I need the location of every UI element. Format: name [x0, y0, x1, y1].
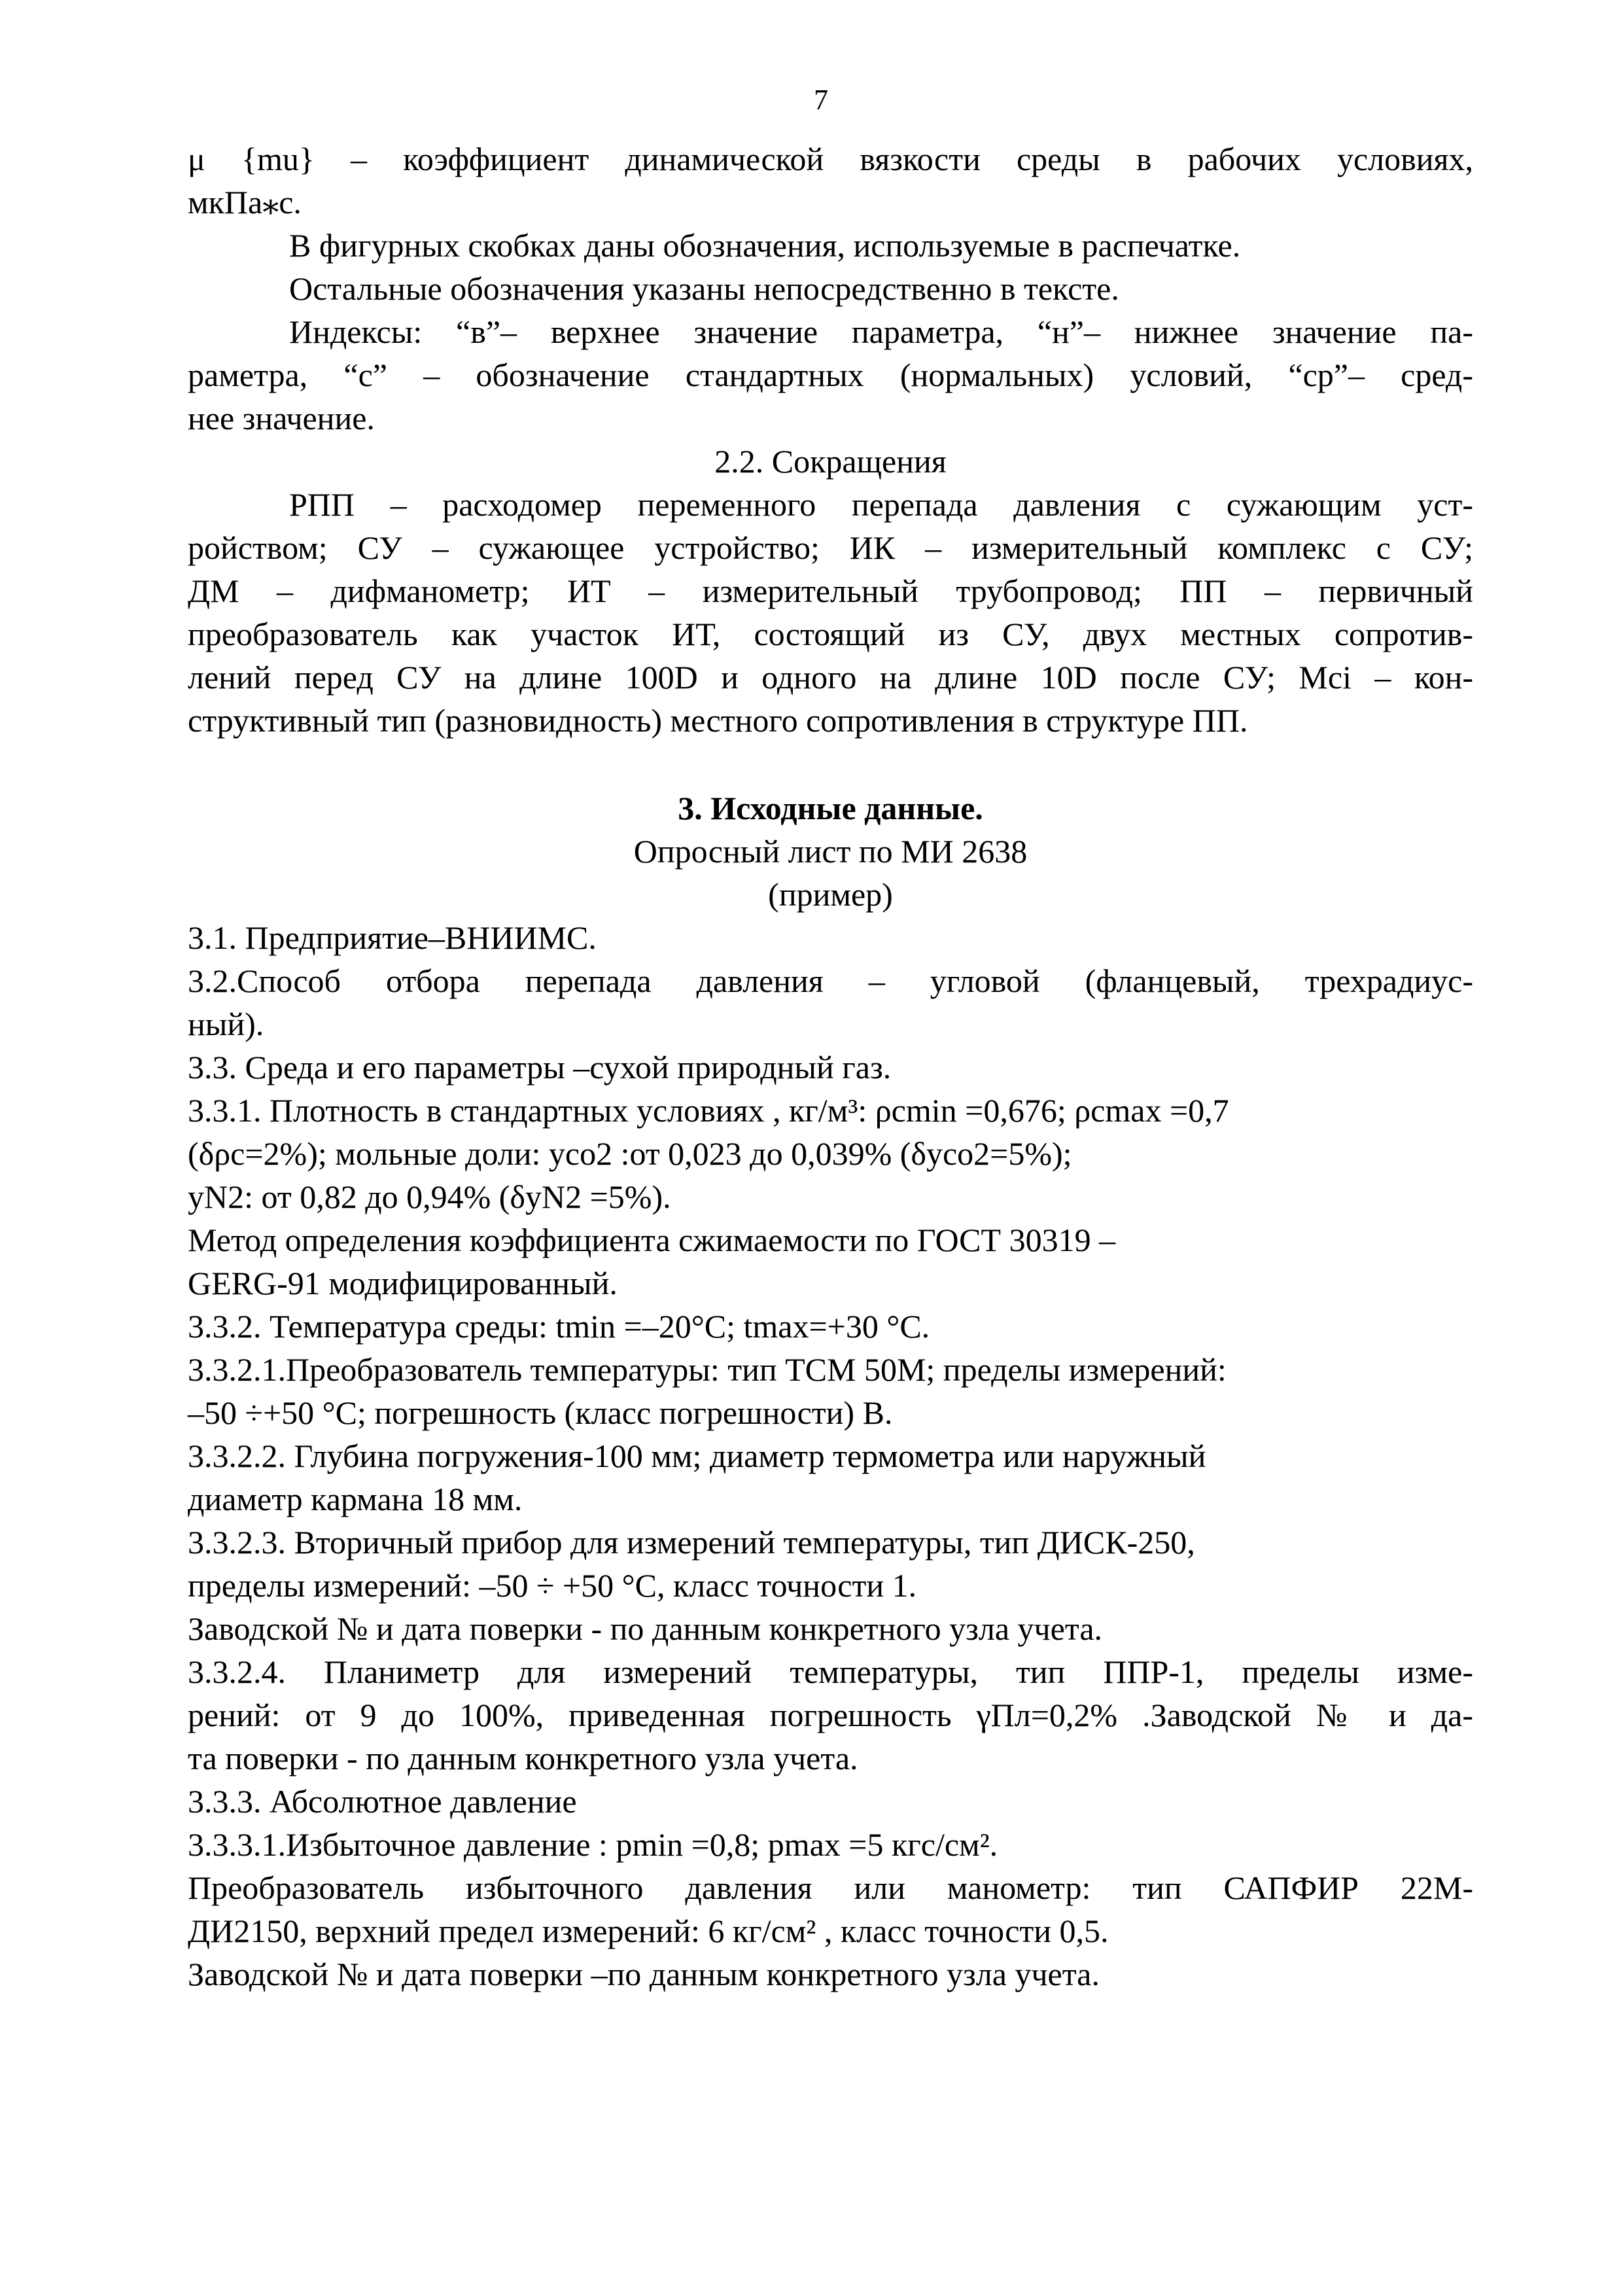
- text-line: диаметр кармана 18 мм.: [188, 1481, 523, 1517]
- text-line: 3.3.2.2. Глубина погружения-100 мм; диаметр термометра или наружный: [188, 1438, 1206, 1474]
- text-line: 3.3. Среда и его параметры –сухой природный газ.: [188, 1049, 892, 1086]
- text-line: Индексы: “в”– верхнее значение параметра, “н”– нижнее значение па-: [289, 313, 1473, 350]
- text-line: РПП – расходомер переменного перепада давления с сужающим уст-: [289, 486, 1473, 523]
- text-line: структивный тип (разновидность) местного сопротивления в структуре ПП.: [188, 702, 1248, 739]
- section-heading-initial-data: 3. Исходные данные.: [678, 790, 983, 826]
- page-body: [188, 137, 1473, 1996]
- text-line: рений: от 9 до 100%, приведенная погрешность γПл=0,2% .Заводской № и да-: [188, 1697, 1473, 1733]
- text-line: 3.1. Предприятие–ВНИИМС.: [188, 919, 597, 956]
- text-line: ройством; СУ – сужающее устройство; ИК – измерительный комплекс с СУ;: [188, 529, 1473, 566]
- text-line: yN2: от 0,82 до 0,94% (δyN2 =5%).: [188, 1178, 671, 1215]
- text-line: 3.3.3.1.Избыточное давление : pmin =0,8; pmax =5 кгс/см².: [188, 1826, 998, 1863]
- text-line: μ {mu} – коэффициент динамической вязкости среды в рабочих условиях,: [188, 141, 1473, 177]
- text-line: Остальные обозначения указаны непосредственно в тексте.: [289, 270, 1119, 307]
- page-number: 7: [814, 84, 828, 116]
- text-line: та поверки - по данным конкретного узла учета.: [188, 1740, 858, 1776]
- text-line: 3.3.2.3. Вторичный прибор для измерений температуры, тип ДИСК-250,: [188, 1524, 1195, 1561]
- text-line: Преобразователь избыточного давления или манометр: тип САПФИР 22М-: [188, 1869, 1473, 1906]
- text-line: ДМ – дифманометр; ИТ – измерительный трубопровод; ПП – первичный: [188, 573, 1473, 609]
- section-heading-abbreviations: 2.2. Сокращения: [714, 443, 947, 480]
- text-line: преобразователь как участок ИТ, состоящий из СУ, двух местных сопротив-: [188, 616, 1473, 652]
- text-line: Метод определения коэффициента сжимаемости по ГОСТ 30319 –: [188, 1222, 1116, 1258]
- text-line: (δρc=2%); мольные доли: yco2 :от 0,023 до 0,039% (δyco2=5%);: [188, 1135, 1072, 1172]
- text-line: Заводской № и дата поверки –по данным конкретного узла учета.: [188, 1956, 1100, 1992]
- text-line: 3.3.2.4. Планиметр для измерений температуры, тип ППР-1, пределы изме-: [188, 1653, 1473, 1690]
- text-line: 3.3.3. Абсолютное давление: [188, 1783, 577, 1820]
- subheading: Опросный лист по МИ 2638: [633, 833, 1028, 870]
- subheading: (пример): [768, 876, 893, 913]
- text-line: GERG-91 модифицированный.: [188, 1265, 618, 1301]
- text-line: ДИ2150, верхний предел измерений: 6 кг/см² , класс точности 0,5.: [188, 1913, 1109, 1949]
- text-line: В фигурных скобках даны обозначения, используемые в распечатке.: [289, 227, 1241, 264]
- text-line: 3.3.2.1.Преобразователь температуры: тип ТСМ 50М; пределы измерений:: [188, 1351, 1227, 1388]
- text-line: 3.3.2. Температура среды: tmin =–20°С; tmax=+30 °С.: [188, 1308, 930, 1345]
- text-line: мкПа⁎с.: [188, 184, 302, 221]
- text-line: –50 ÷+50 °С; погрешность (класс погрешности) В.: [188, 1394, 893, 1431]
- text-line: раметра, “с” – обозначение стандартных (нормальных) условий, “ср”– сред-: [188, 357, 1473, 393]
- text-line: ный).: [188, 1006, 264, 1042]
- text-line: Заводской № и дата поверки - по данным конкретного узла учета.: [188, 1610, 1103, 1647]
- text-line: пределы измерений: –50 ÷ +50 °С, класс точности 1.: [188, 1567, 917, 1604]
- text-line: лений перед СУ на длине 100D и одного на длине 10D после СУ; Мci – кон-: [188, 659, 1473, 696]
- text-line: 3.2.Способ отбора перепада давления – угловой (фланцевый, трехрадиус-: [188, 963, 1473, 999]
- text-line: 3.3.1. Плотность в стандартных условиях , кг/м³: ρcmin =0,676; ρcmax =0,7: [188, 1092, 1229, 1129]
- text-line: нее значение.: [188, 400, 375, 436]
